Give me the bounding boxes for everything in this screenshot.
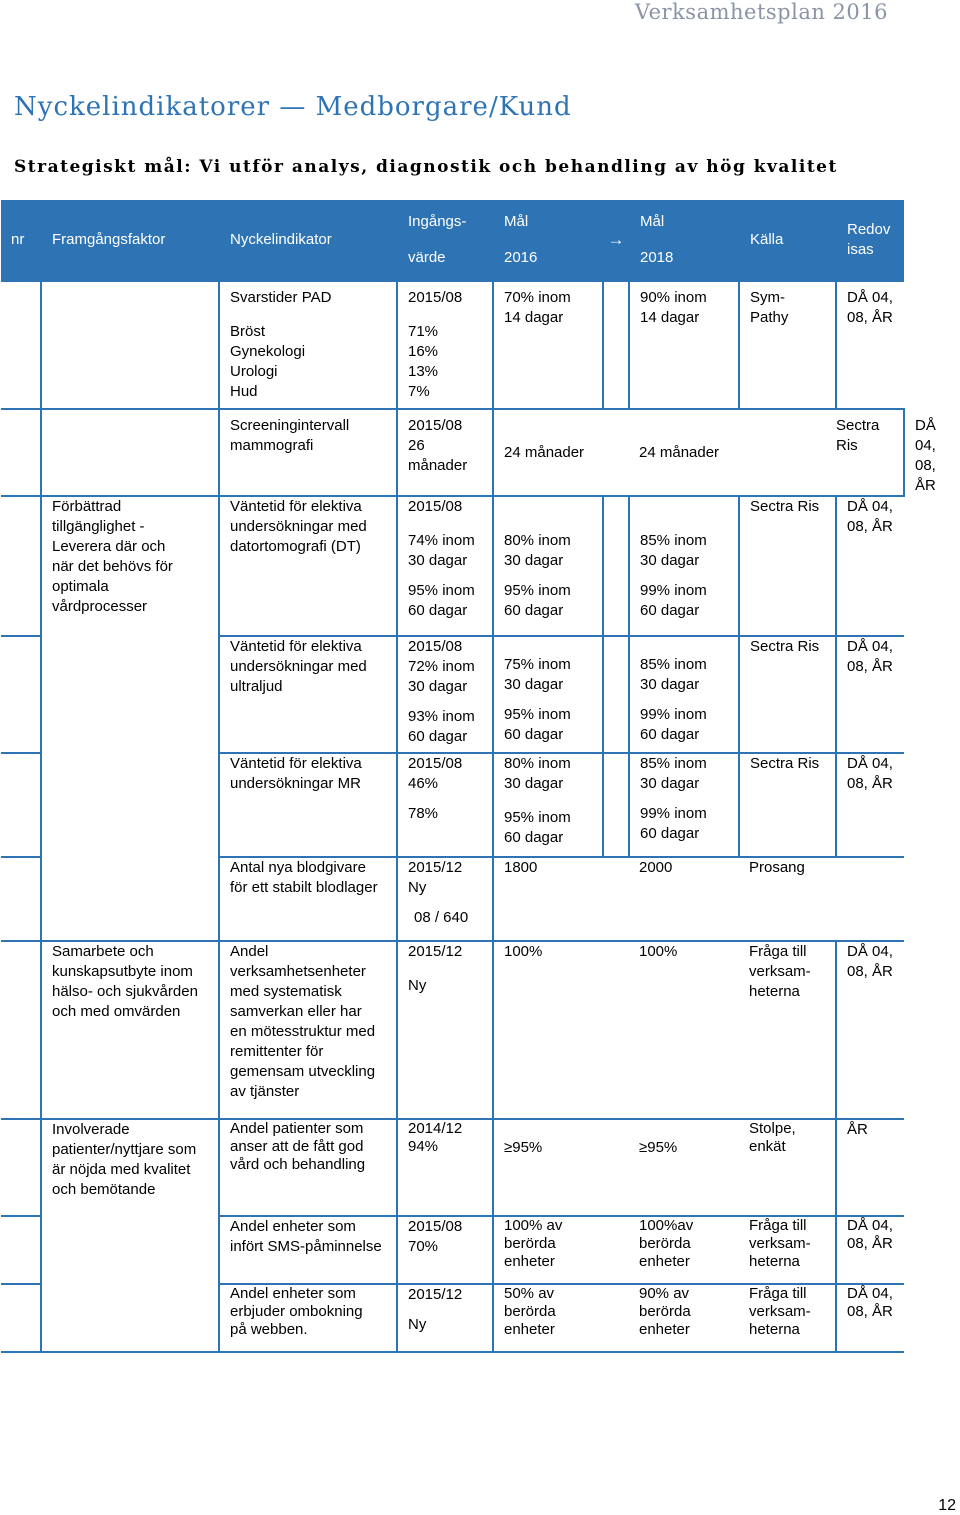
kalla-cell: Sym- Pathy	[739, 281, 836, 409]
redovisas-cell: DÅ 04, 08, ÅR	[836, 636, 904, 753]
col-mal-2018: Mål 2018	[629, 200, 739, 281]
redovisas-cell: DÅ 04, 08, ÅR	[836, 941, 904, 1119]
ingangsvarde-cell: 2015/08 70%	[397, 1216, 493, 1284]
mal-2018-cell: 2000	[629, 857, 739, 941]
kalla-cell: Sectra Ris	[739, 753, 836, 857]
col-nyckelindikator: Nyckelindikator	[219, 200, 397, 281]
table-row: Screeningintervall mammografi 2015/08 26 månader 24 månader 24 månader Sectra Ris DÅ 04, 08, ÅR	[1, 409, 904, 496]
kalla-cell: Sectra Ris	[836, 409, 904, 496]
col-ingangsvarde: Ingångs- värde	[397, 200, 493, 281]
mal-2016-cell: 70% inom 14 dagar	[493, 281, 603, 409]
mal-2018-cell: 100%av berörda enheter	[629, 1216, 739, 1284]
redovisas-cell: DÅ 04, 08, ÅR	[836, 496, 904, 636]
mal-2018-cell: 24 månader	[629, 409, 836, 496]
mal-2016-cell: 75% inom 30 dagar 95% inom 60 dagar	[493, 636, 603, 753]
page-title: Nyckelindikatorer — Medborgare/Kund	[14, 92, 572, 122]
ingangsvarde-cell: 2015/08 46% 78%	[397, 753, 493, 857]
kpi-table	[1, 200, 936, 1353]
mal-2018-cell: ≥95%	[629, 1119, 739, 1216]
ingangsvarde-cell: 2014/12 94%	[397, 1119, 493, 1216]
mal-2016-cell: 100%	[493, 941, 629, 1119]
ingangsvarde-cell: 2015/12 Ny	[397, 1284, 493, 1352]
ingangsvarde-cell: 2015/08 26 månader	[397, 409, 493, 496]
ingangsvarde-cell: 2015/08 72% inom 30 dagar 93% inom 60 dagar	[397, 636, 493, 753]
col-nr: nr	[1, 200, 41, 281]
redovisas-cell: ÅR	[836, 1119, 904, 1216]
indikator-cell: Andel enheter som erbjuder ombokning på webben.	[219, 1284, 397, 1352]
ingangsvarde-cell: 2015/12 Ny	[397, 941, 493, 1119]
redovisas-cell: DÅ 04, 08, ÅR	[836, 753, 904, 857]
table-row	[1, 1119, 904, 1216]
mal-2016-cell: 80% inom 30 dagar 95% inom 60 dagar	[493, 496, 603, 636]
mal-2018-cell: 90% inom 14 dagar	[629, 281, 739, 409]
mal-2018-cell: 90% av berörda enheter	[629, 1284, 739, 1352]
indikator-cell: Andel verksamhetsenheter med systematisk samverkan eller har en mötesstruktur med remittenter för gemensam utveckling av tjänster	[219, 941, 397, 1119]
mal-2018-cell: 85% inom 30 dagar 99% inom 60 dagar	[629, 496, 739, 636]
indikator-cell: Antal nya blodgivare för ett stabilt blodlager	[219, 857, 397, 941]
indikator-cell: Väntetid för elektiva undersökningar med ultraljud	[219, 636, 397, 753]
col-redovisas: Redov isas	[836, 200, 904, 281]
kalla-cell: Sectra Ris	[739, 636, 836, 753]
table-row	[1, 941, 904, 1119]
mal-2018-cell: 100%	[629, 941, 739, 1119]
mal-2016-cell: ≥95%	[493, 1119, 629, 1216]
framgangsfaktor-cell: Samarbete och kunskapsutbyte inom hälso- och sjukvården och med omvärden	[41, 941, 219, 1119]
framgangsfaktor-cell: Förbättrad tillgänglighet - Leverera där och när det behövs för optimala vårdprocesser	[41, 496, 219, 941]
redovisas-cell: DÅ 04, 08, ÅR	[836, 1216, 904, 1284]
redovisas-cell: DÅ 04, 08, ÅR	[836, 281, 904, 409]
strategic-goal: Strategiskt mål: Vi utför analys, diagnostik och behandling av hög kvalitet	[14, 157, 838, 177]
kalla-cell: Fråga till verksam- heterna	[739, 1216, 836, 1284]
indikator-cell: Svarstider PAD Bröst Gynekologi Urologi Hud	[219, 281, 397, 409]
ingangsvarde-cell: 2015/08 74% inom 30 dagar 95% inom 60 dagar	[397, 496, 493, 636]
ingangsvarde-cell: 2015/08 71% 16% 13% 7%	[397, 281, 493, 409]
kalla-cell: Fråga till verksam- heterna	[739, 1284, 836, 1352]
arrow-right-icon: →	[607, 230, 625, 249]
ingangsvarde-cell: 2015/12 Ny 08 / 640	[397, 857, 493, 941]
kalla-cell: Stolpe, enkät	[739, 1119, 836, 1216]
table-header-row	[1, 200, 904, 281]
redovisas-cell: DÅ 04, 08, ÅR	[836, 1284, 904, 1352]
indikator-cell: Väntetid för elektiva undersökningar med datortomografi (DT)	[219, 496, 397, 636]
mal-2018-cell: 85% inom 30 dagar 99% inom 60 dagar	[629, 753, 739, 857]
indikator-cell: Andel enheter som infört SMS-påminnelse	[219, 1216, 397, 1284]
document-header: Verksamhetsplan 2016	[634, 0, 888, 24]
col-arrow	[603, 200, 629, 281]
table-row	[1, 496, 904, 636]
col-framgangsfaktor: Framgångsfaktor	[41, 200, 219, 281]
mal-2016-cell: 1800	[493, 857, 629, 941]
indikator-cell: Väntetid för elektiva undersökningar MR	[219, 753, 397, 857]
kalla-cell: Sectra Ris	[739, 496, 836, 636]
col-kalla: Källa	[739, 200, 836, 281]
mal-2016-cell: 50% av berörda enheter	[493, 1284, 629, 1352]
page-number: 12	[938, 1497, 956, 1514]
mal-2016-cell: 100% av berörda enheter	[493, 1216, 629, 1284]
kalla-cell: Fråga till verksam- heterna	[739, 941, 836, 1119]
indikator-cell: Screeningintervall mammografi	[219, 409, 397, 496]
table-bottom-border	[1, 1352, 904, 1353]
indikator-cell: Andel patienter som anser att de fått god vård och behandling	[219, 1119, 397, 1216]
mal-2018-cell: 85% inom 30 dagar 99% inom 60 dagar	[629, 636, 739, 753]
framgangsfaktor-cell: Involverade patienter/nyttjare som är nöjda med kvalitet och bemötande	[41, 1119, 219, 1352]
col-mal-2016: Mål 2016	[493, 200, 603, 281]
kalla-cell: Prosang	[739, 857, 904, 941]
mal-2016-cell: 24 månader	[493, 409, 629, 496]
mal-2016-cell: 80% inom 30 dagar 95% inom 60 dagar	[493, 753, 603, 857]
table-row	[1, 281, 904, 409]
